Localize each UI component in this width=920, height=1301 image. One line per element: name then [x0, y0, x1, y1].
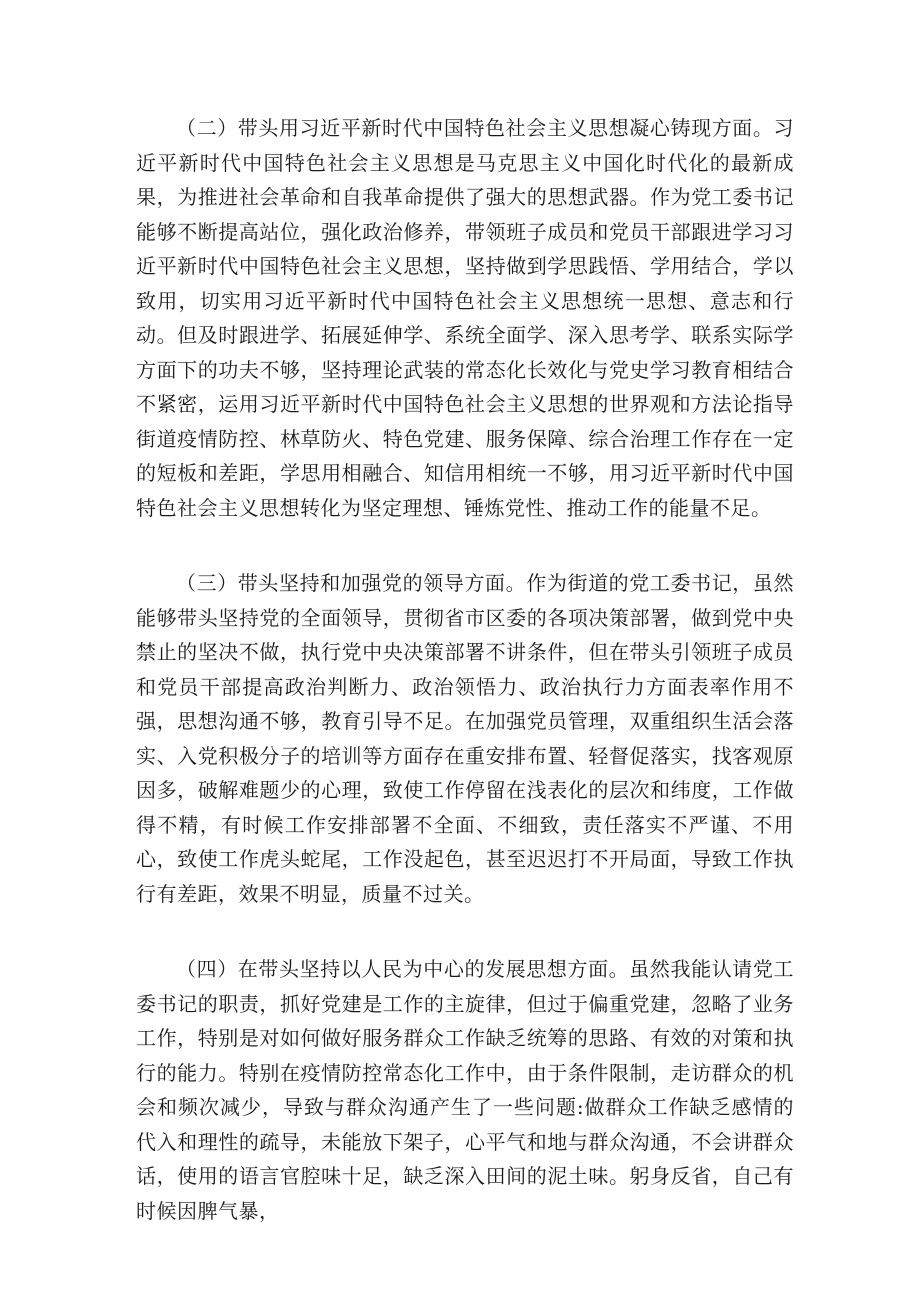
document-body [136, 111, 794, 1228]
paragraph-section-2: （二）带头用习近平新时代中国特色社会主义思想凝心铸现方面。习近平新时代中国特色社会主义思想是马克思主义中国化时代化的最新成果，为推进社会革命和自我革命提供了强大的思想武器。作为党工委书记能够不断提高站位，强化政治修养，带领班子成员和党员干部跟进学习习近平新时代中国特色社会主义思想，坚持做到学思践悟、学用结合，学以致用，切实用习近平新时代中国特色社会主义思想统一思想、意志和行动。但及时跟进学、拓展延伸学、系统全面学、深入思考学、联系实际学方面下的功夫不够，坚持理论武装的常态化长效化与党史学习教育相结合不紧密，运用习近平新时代中国特色社会主义思想的世界观和方法论指导街道疫情防控、林草防火、特色党建、服务保障、综合治理工作存在一定的短板和差距，学思用相融合、知信用相统一不够，用习近平新时代中国特色社会主义思想转化为坚定理想、锤炼党性、推动工作的能量不足。 [136, 116, 794, 520]
paragraph-section-4: （四）在带头坚持以人民为中心的发展思想方面。虽然我能认请党工委书记的职责，抓好党建是工作的主旋律，但过于偏重党建，忽略了业务工作，特别是对如何做好服务群众工作缺乏统筹的思路、有效的对策和执行的能力。特别在疫情防控常态化工作中，由于条件限制，走访群众的机会和频次减少，导致与群众沟通产生了一些问题:做群众工作缺乏感情的代入和理性的疏导，未能放下架子，心平气和地与群众沟通，不会讲群众话，使用的语言官腔味十足，缺乏深入田间的泥土味。躬身反省，自己有时候因脾气暴， [136, 957, 794, 1223]
paragraph-section-3: （三）带头坚持和加强党的领导方面。作为街道的党工委书记，虽然能够带头坚持党的全面领导，贯彻省市区委的各项决策部署，做到党中央禁止的坚决不做，执行党中央决策部署不讲条件，但在带头引领班子成员和党员干部提高政治判断力、政治领悟力、政治执行力方面表率作用不强，思想沟通不够，教育引导不足。在加强党员管理，双重组织生活会落实、入党积极分子的培训等方面存在重安排布置、轻督促落实，找客观原因多，破解难题少的心理，致使工作停留在浅表化的层次和纬度，工作做得不精，有时候工作安排部署不全面、不细致，责任落实不严谨、不用心，致使工作虎头蛇尾，工作没起色，甚至迟迟打不开局面，导致工作执行有差距，效果不明显，质量不过关。 [136, 571, 794, 906]
